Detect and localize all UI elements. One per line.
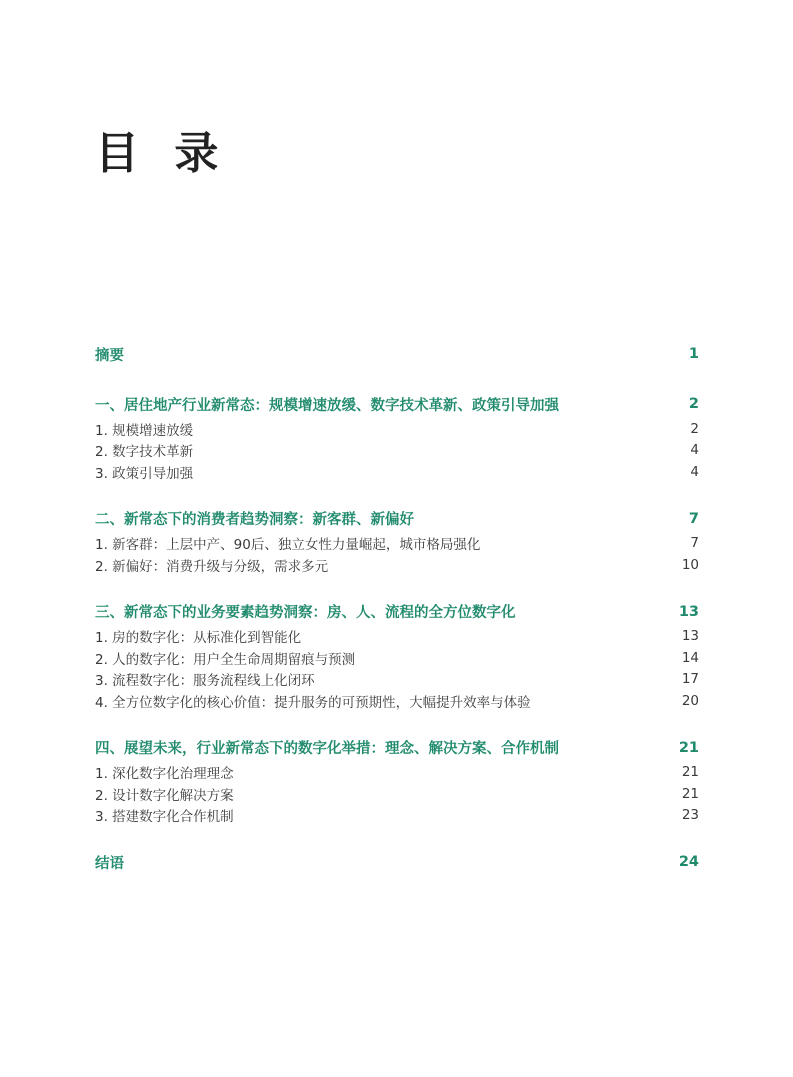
toc-item-page: 10 (681, 556, 699, 573)
toc-section-4[interactable] (95, 734, 699, 762)
toc-item-label: 1. 房的数字化：从标准化到智能化 (95, 630, 302, 647)
toc-item[interactable] (95, 762, 699, 784)
toc-item[interactable] (95, 669, 699, 691)
toc-item[interactable] (95, 626, 699, 648)
toc-section-2[interactable] (95, 505, 699, 533)
toc-item-label: 2. 数字技术革新 (95, 444, 194, 461)
toc-item[interactable] (95, 690, 699, 712)
toc-section-page: 2 (688, 396, 699, 412)
toc-item-page: 21 (681, 785, 699, 802)
toc-item[interactable] (95, 783, 699, 805)
toc-item-page: 4 (690, 442, 699, 459)
toc-item-page: 13 (681, 628, 699, 645)
toc-section-page: 13 (678, 603, 699, 620)
toc-item-page: 14 (681, 649, 699, 666)
toc-section-page: 1 (688, 346, 699, 362)
toc-item[interactable] (95, 647, 699, 669)
page-title: 目 录 (95, 128, 229, 179)
toc-item-label: 1. 深化数字化治理理念 (95, 766, 234, 783)
toc-item-page: 23 (681, 807, 699, 824)
toc-item[interactable] (95, 461, 699, 483)
toc-item-label: 2. 设计数字化解决方案 (95, 787, 234, 804)
toc-item-label: 3. 流程数字化：服务流程线上化闭环 (95, 673, 315, 690)
toc-item[interactable] (95, 554, 699, 576)
toc-item-label: 4. 全方位数字化的核心价值：提升服务的可预期性，大幅提升效率与体验 (95, 694, 531, 711)
toc-item-label: 3. 搭建数字化合作机制 (95, 809, 234, 826)
toc-item-label: 1. 规模增速放缓 (95, 422, 194, 439)
toc-item[interactable] (95, 440, 699, 462)
toc-section-3[interactable] (95, 598, 699, 626)
toc-item-page: 20 (681, 692, 699, 709)
toc-section-conclusion[interactable] (95, 848, 699, 876)
toc-item-label: 1. 新客群：上层中产、90后、独立女性力量崛起，城市格局强化 (95, 537, 481, 554)
toc-section-label: 一、居住地产行业新常态：规模增速放缓、数字技术革新、政策引导加强 (95, 397, 559, 414)
toc-section-page: 24 (678, 854, 699, 870)
toc-item-page: 4 (690, 463, 699, 480)
toc-section-page: 21 (678, 739, 699, 756)
toc-section-label: 摘要 (95, 347, 124, 364)
toc-item-label: 3. 政策引导加强 (95, 465, 194, 482)
toc-item[interactable] (95, 533, 699, 555)
toc-section-abstract[interactable] (95, 340, 699, 368)
toc-item[interactable] (95, 418, 699, 440)
toc-section-1[interactable] (95, 390, 699, 418)
toc-item-page: 7 (690, 535, 699, 552)
toc-section-label: 结语 (95, 855, 124, 872)
toc-item-page: 2 (690, 420, 699, 437)
toc-section-page: 7 (688, 510, 699, 527)
toc-item-page: 21 (681, 764, 699, 781)
toc-item-label: 2. 人的数字化：用户全生命周期留痕与预测 (95, 651, 356, 668)
table-of-contents (95, 340, 699, 876)
toc-section-label: 二、新常态下的消费者趋势洞察：新客群、新偏好 (95, 512, 414, 528)
toc-item-page: 17 (681, 671, 699, 688)
toc-item-label: 2. 新偏好：消费升级与分级，需求多元 (95, 558, 329, 575)
toc-section-label: 三、新常态下的业务要素趋势洞察：房、人、流程的全方位数字化 (95, 605, 516, 621)
toc-section-label: 四、展望未来，行业新常态下的数字化举措：理念、解决方案、合作机制 (95, 741, 559, 757)
toc-item[interactable] (95, 805, 699, 827)
